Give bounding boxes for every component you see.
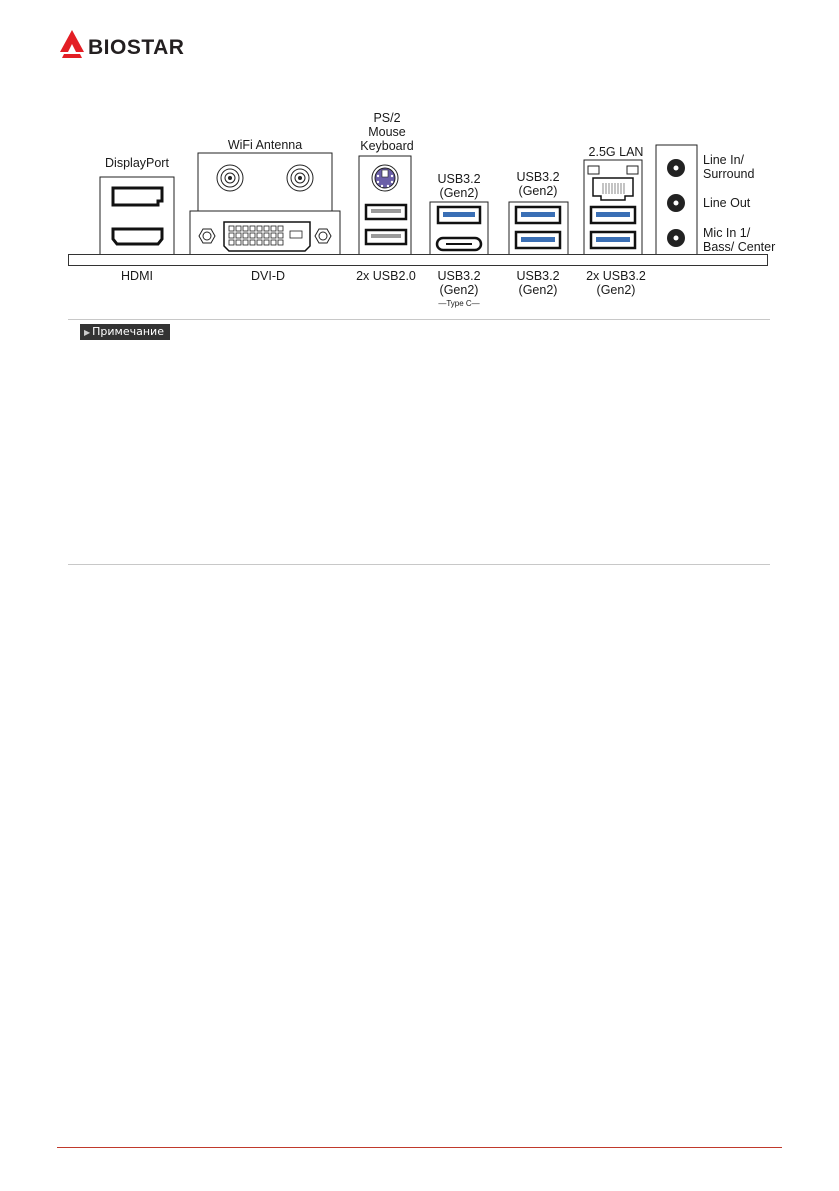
label-ps2: PS/2 Mouse Keyboard (360, 111, 414, 153)
usb3-gen2-port-c2 (591, 232, 635, 248)
label-line-in: Line In/ Surround (703, 153, 755, 181)
wifi-antenna-connector-1 (217, 165, 243, 191)
usb3-gen2-port-b1 (516, 207, 560, 223)
wifi-antenna-connector-2 (287, 165, 313, 191)
usb2-port-2 (366, 230, 406, 244)
note-label: Примечание (92, 325, 164, 338)
note-bottom-rule (68, 564, 770, 565)
label-usb2: 2x USB2.0 (356, 269, 416, 283)
footer-rule (57, 1147, 782, 1148)
io-shield-baseplate (68, 254, 768, 266)
label-line-out: Line Out (703, 196, 751, 210)
usb3-gen2-port-c1 (591, 207, 635, 223)
label-mic-in: Mic In 1/ Bass/ Center (703, 226, 776, 254)
label-usb-lan-bottom: 2x USB3.2 (Gen2) (586, 269, 646, 297)
label-usb-c-bottom: USB3.2 (Gen2) —Type C— (437, 269, 481, 308)
audio-jack-line-in (667, 159, 685, 177)
label-hdmi: HDMI (121, 269, 153, 283)
label-usb-c-top: USB3.2 (Gen2) (437, 172, 481, 200)
note-top-rule (68, 319, 770, 320)
label-wifi-antenna: WiFi Antenna (227, 138, 303, 152)
label-dvi-d: DVI-D (250, 269, 286, 283)
usb3-gen2-port-a (438, 207, 480, 223)
label-usb-a-bottom: USB3.2 (Gen2) (516, 269, 560, 297)
triangle-right-icon: ▶ (84, 328, 91, 337)
audio-jack-mic-in (667, 229, 685, 247)
brand-name: BIOSTAR (88, 36, 185, 59)
usb2-port-1 (366, 205, 406, 219)
label-usb-a-top: USB3.2 (Gen2) (516, 170, 560, 198)
usb3-gen2-type-c-port (437, 238, 481, 250)
note-tag (80, 324, 170, 340)
label-lan: 2.5G LAN (588, 145, 644, 159)
displayport-port (113, 188, 162, 205)
ps2-port (372, 165, 398, 191)
usb3-gen2-port-b2 (516, 232, 560, 248)
label-displayport: DisplayPort (105, 156, 169, 170)
hdmi-port (113, 229, 162, 244)
dvi-d-screw-left (199, 229, 215, 243)
audio-jack-line-out (667, 194, 685, 212)
dvi-d-screw-right (315, 229, 331, 243)
